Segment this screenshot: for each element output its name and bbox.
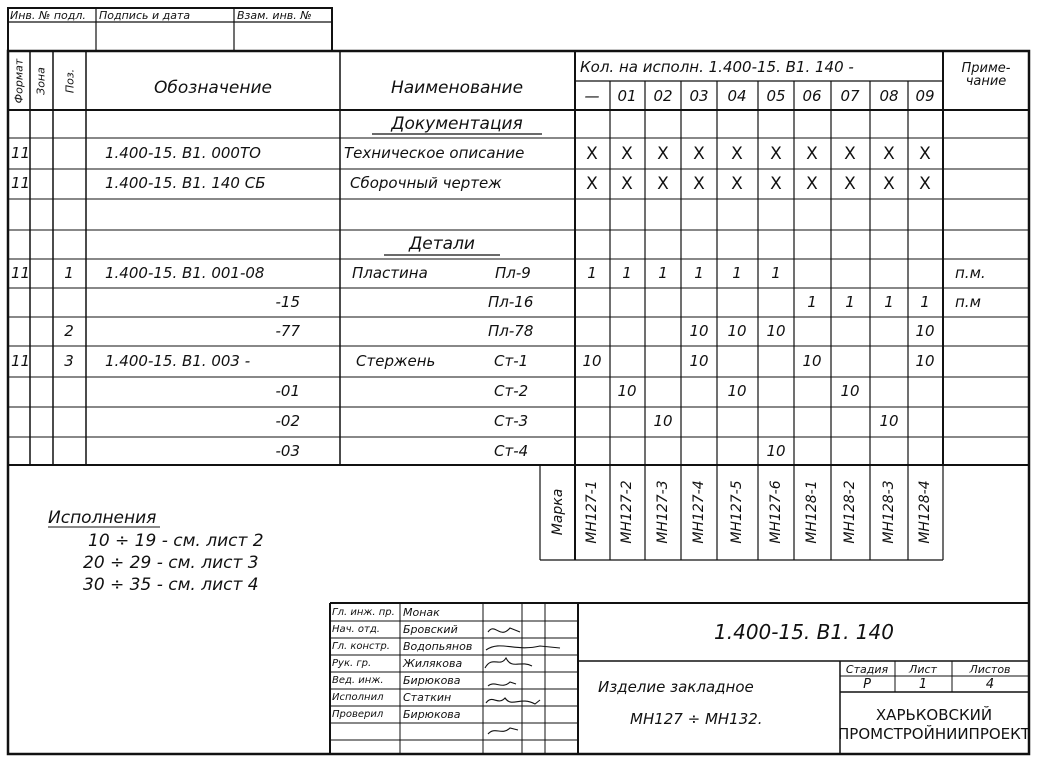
row-1-format: 11	[11, 174, 31, 192]
header-format: Формат	[12, 58, 26, 104]
sign-role-5: Исполнил	[332, 692, 384, 703]
row-0-name: Техническое описание	[344, 144, 525, 162]
brand-label: Марка	[550, 488, 566, 536]
doc-subtitle: МН127 ÷ МН132.	[630, 710, 763, 728]
header-zone: Зона	[34, 67, 48, 95]
header-name: Наименование	[390, 78, 524, 98]
sheet-value: 1	[918, 677, 928, 692]
org-name-line-2: ПРОМСТРОЙНИИПРОЕКТ	[838, 725, 1030, 743]
row-2-format: 11	[11, 264, 31, 282]
sign-role-1: Нач. отд.	[332, 624, 380, 635]
brand-8: МН128-3	[881, 480, 897, 544]
row-1-mark-5: X	[770, 174, 782, 194]
variant-col-0: —	[584, 87, 600, 105]
row-5-format: 11	[11, 352, 31, 370]
row-0-mark-4: X	[731, 144, 743, 164]
row-4-designation: -77	[275, 322, 300, 340]
row-0-mark-8: X	[883, 144, 895, 164]
executions-line-1: 20 ÷ 29 - см. лист 3	[83, 553, 259, 573]
header-qty: Кол. на исполн. 1.400-15. В1. 140 -	[580, 58, 854, 76]
row-0-mark-2: X	[657, 144, 669, 164]
qty-cell: 10	[802, 352, 822, 370]
variant-col-9: 09	[915, 87, 935, 105]
qty-cell: 10	[766, 322, 786, 340]
qty-cell: 1	[622, 264, 632, 282]
qty-cell: 10	[582, 352, 602, 370]
variant-col-2: 02	[653, 87, 673, 105]
qty-cell: 10	[915, 352, 935, 370]
row-6-designation: -01	[275, 382, 300, 400]
sheets-label: Листов	[969, 663, 1011, 676]
qty-cell: 10	[617, 382, 637, 400]
variant-col-1: 01	[617, 87, 637, 105]
brand-3: МН127-4	[691, 480, 707, 544]
brand-0: МН127-1	[584, 480, 600, 544]
row-2-note: п.м.	[955, 264, 986, 282]
stage-label: Стадия	[845, 663, 889, 676]
row-5-mark: Ст-1	[494, 352, 529, 370]
row-5-pos: 3	[64, 352, 74, 370]
qty-cell: 10	[689, 352, 709, 370]
row-1-mark-6: X	[806, 174, 818, 194]
row-3-mark: Пл-16	[488, 293, 534, 311]
row-2-mark: Пл-9	[495, 264, 531, 282]
variant-col-5: 05	[766, 87, 786, 105]
row-0-designation: 1.400-15. В1. 000ТО	[105, 144, 261, 162]
variant-col-6: 06	[802, 87, 822, 105]
qty-cell: 10	[653, 412, 673, 430]
row-2-pos: 1	[64, 264, 74, 282]
row-5-designation: 1.400-15. В1. 003 -	[105, 352, 251, 370]
row-0-mark-9: X	[919, 144, 931, 164]
qty-cell: 10	[766, 442, 786, 460]
brand-1: МН127-2	[619, 480, 635, 544]
brand-7: МН128-2	[842, 480, 858, 544]
variant-col-8: 08	[879, 87, 899, 105]
qty-cell: 10	[915, 322, 935, 340]
sign-name-1: Бровский	[403, 623, 458, 636]
sign-role-3: Рук. гр.	[332, 658, 372, 669]
qty-cell: 1	[694, 264, 704, 282]
sign-role-6: Проверил	[332, 709, 384, 720]
qty-cell: 1	[587, 264, 597, 282]
qty-cell: 10	[840, 382, 860, 400]
row-8-mark: Ст-4	[494, 442, 529, 460]
sheet-label: Лист	[909, 663, 937, 676]
row-0-mark-3: X	[693, 144, 705, 164]
sign-role-2: Гл. констр.	[332, 641, 390, 652]
variant-col-3: 03	[689, 87, 709, 105]
row-5-name: Стержень	[356, 352, 436, 370]
qty-cell: 1	[884, 293, 894, 311]
row-1-mark-9: X	[919, 174, 931, 194]
row-1-mark-8: X	[883, 174, 895, 194]
sheets-value: 4	[985, 677, 995, 692]
row-2-name: Пластина	[352, 264, 428, 282]
qty-cell: 10	[727, 322, 747, 340]
row-1-mark-2: X	[657, 174, 669, 194]
sign-name-6: Бирюкова	[403, 708, 461, 721]
qty-cell: 1	[658, 264, 668, 282]
sign-role-0: Гл. инж. пр.	[332, 607, 395, 618]
row-1-mark-7: X	[844, 174, 856, 194]
row-0-mark-5: X	[770, 144, 782, 164]
row-3-note: п.м	[955, 293, 981, 311]
doc-title: Изделие закладное	[598, 678, 754, 696]
row-3-designation: -15	[275, 293, 300, 311]
row-1-mark-3: X	[693, 174, 705, 194]
header-designation: Обозначение	[154, 78, 272, 98]
stamp-replace-label: Взам. инв. №	[237, 9, 312, 22]
sign-name-4: Бирюкова	[403, 674, 461, 687]
row-6-mark: Ст-2	[494, 382, 529, 400]
brand-9: МН128-4	[917, 480, 933, 544]
variant-col-7: 07	[840, 87, 860, 105]
row-7-designation: -02	[275, 412, 300, 430]
row-0-mark-6: X	[806, 144, 818, 164]
header-note: Приме-чание	[961, 61, 1011, 89]
stage-value: Р	[863, 677, 871, 692]
qty-cell: 1	[771, 264, 781, 282]
sign-name-5: Статкин	[403, 691, 452, 704]
qty-cell: 1	[807, 293, 817, 311]
row-1-mark-0: X	[586, 174, 598, 194]
doc-code: 1.400-15. В1. 140	[714, 620, 894, 644]
org-name-line-1: ХАРЬКОВСКИЙ	[875, 706, 993, 724]
row-0-mark-0: X	[586, 144, 598, 164]
row-7-mark: Ст-3	[494, 412, 529, 430]
sign-role-4: Вед. инж.	[332, 675, 384, 686]
sign-name-2: Водопьянов	[403, 640, 473, 653]
header-pos: Поз.	[63, 68, 77, 94]
executions-line-0: 10 ÷ 19 - см. лист 2	[88, 531, 264, 551]
sign-name-0: Монак	[403, 606, 440, 619]
row-0-mark-1: X	[621, 144, 633, 164]
row-4-pos: 2	[64, 322, 74, 340]
brand-4: МН127-5	[729, 480, 745, 544]
brand-5: МН127-6	[768, 480, 784, 544]
row-1-designation: 1.400-15. В1. 140 СБ	[105, 174, 266, 192]
qty-cell: 1	[732, 264, 742, 282]
qty-cell: 1	[920, 293, 930, 311]
row-4-mark: Пл-78	[488, 322, 534, 340]
row-0-mark-7: X	[844, 144, 856, 164]
brand-6: МН128-1	[804, 480, 820, 544]
sign-name-3: Жилякова	[403, 657, 463, 670]
row-0-format: 11	[11, 144, 31, 162]
variant-col-4: 04	[727, 87, 747, 105]
row-2-designation: 1.400-15. В1. 001-08	[105, 264, 265, 282]
brand-2: МН127-3	[655, 480, 671, 544]
row-1-mark-1: X	[621, 174, 633, 194]
row-1-name: Сборочный чертеж	[350, 174, 502, 192]
row-1-mark-4: X	[731, 174, 743, 194]
section-documentation: Документация	[391, 114, 523, 134]
row-8-designation: -03	[275, 442, 300, 460]
section-parts: Детали	[409, 234, 475, 254]
stamp-sign-date-label: Подпись и дата	[99, 9, 191, 22]
qty-cell: 10	[727, 382, 747, 400]
stamp-inv-label: Инв. № подл.	[10, 9, 86, 22]
qty-cell: 1	[845, 293, 855, 311]
executions-line-2: 30 ÷ 35 - см. лист 4	[83, 575, 259, 595]
qty-cell: 10	[879, 412, 899, 430]
executions-title: Исполнения	[48, 508, 157, 528]
qty-cell: 10	[689, 322, 709, 340]
